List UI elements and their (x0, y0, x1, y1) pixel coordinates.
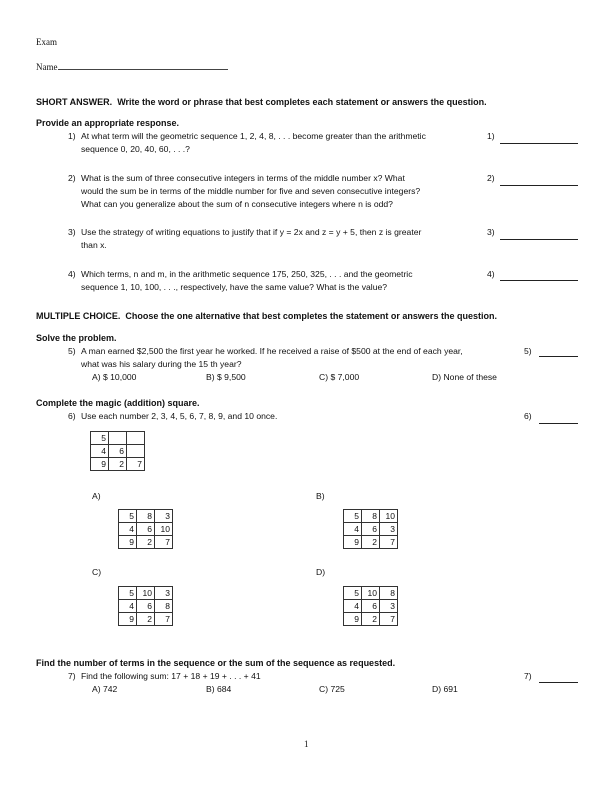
choice-a[interactable]: A) $ 10,000 (92, 372, 137, 382)
answer-blank-4[interactable] (500, 280, 578, 281)
grid-row (119, 536, 173, 549)
question-text: would the sum be in terms of the middle number for five and seven consecutive integers? (81, 186, 421, 196)
grid-cell: 2 (362, 536, 380, 549)
magic-square-option-a[interactable] (118, 509, 173, 549)
grid-row (119, 600, 173, 613)
grid-cell: 4 (119, 600, 137, 613)
subsection-heading: Complete the magic (addition) square. (36, 398, 200, 408)
grid-row (91, 432, 145, 445)
grid-cell: 4 (91, 445, 109, 458)
grid-cell: 10 (137, 587, 155, 600)
answer-blank-5[interactable] (539, 356, 578, 357)
grid-cell: 6 (137, 600, 155, 613)
magic-square-option-b[interactable] (343, 509, 398, 549)
answer-label: 7) (524, 671, 532, 681)
grid-cell: 5 (119, 587, 137, 600)
section-heading-bold: MULTIPLE CHOICE. (36, 311, 121, 321)
grid-cell: 10 (380, 510, 398, 523)
grid-cell: 10 (155, 523, 173, 536)
grid-row (119, 510, 173, 523)
question-text: Which terms, n and m, in the arithmetic sequence 175, 250, 325, . . . and the geometric (81, 269, 413, 279)
grid-cell: 4 (344, 600, 362, 613)
section-heading-rest: Choose the one alternative that best completes the statement or answers the question. (125, 311, 497, 321)
question-text: sequence 0, 20, 40, 60, . . .? (81, 144, 190, 154)
magic-square-given (90, 431, 145, 471)
grid-cell: 2 (362, 613, 380, 626)
grid-cell: 2 (109, 458, 127, 471)
option-d-label[interactable]: D) (316, 567, 326, 577)
choice-b[interactable]: B) 684 (206, 684, 232, 694)
exam-title: Exam (36, 37, 57, 47)
grid-cell: 6 (362, 600, 380, 613)
grid-cell: 9 (344, 536, 362, 549)
grid-cell: 8 (362, 510, 380, 523)
answer-blank-3[interactable] (500, 239, 578, 240)
answer-blank-2[interactable] (500, 185, 578, 186)
grid-row (91, 458, 145, 471)
question-text: sequence 1, 10, 100, . . ., respectively, have the same value? What is the value? (81, 282, 388, 292)
answer-blank-6[interactable] (539, 423, 578, 424)
question-text: Find the following sum: 17 + 18 + 19 + . . . + 41 (81, 671, 261, 681)
grid-cell: 5 (91, 432, 109, 445)
grid-cell (127, 445, 145, 458)
name-blank[interactable] (58, 60, 228, 70)
question-text: What is the sum of three consecutive integers in terms of the middle number x? What (81, 173, 405, 183)
question-number: 5) (68, 346, 76, 356)
grid-cell: 7 (380, 613, 398, 626)
grid-cell: 6 (137, 523, 155, 536)
grid-cell: 3 (155, 510, 173, 523)
grid-cell: 3 (380, 523, 398, 536)
grid-cell: 10 (362, 587, 380, 600)
section-heading-bold: SHORT ANSWER. (36, 97, 113, 107)
question-text: What can you generalize about the sum of n consecutive integers where n is odd? (81, 199, 393, 209)
question-text: what was his salary during the 15 th year? (81, 359, 242, 369)
grid-row (119, 587, 173, 600)
question-text: Use the strategy of writing equations to justify that if y = 2x and z = y + 5, then z is greater (81, 227, 422, 237)
grid-cell: 3 (155, 587, 173, 600)
grid-cell: 5 (119, 510, 137, 523)
subsection-heading: Find the number of terms in the sequence or the sum of the sequence as requested. (36, 658, 396, 668)
grid-row (119, 613, 173, 626)
grid-cell: 5 (344, 510, 362, 523)
grid-cell: 8 (137, 510, 155, 523)
grid-cell: 4 (119, 523, 137, 536)
grid-cell: 7 (155, 613, 173, 626)
grid-cell: 9 (119, 536, 137, 549)
section-heading-short-answer (36, 96, 487, 108)
grid-cell: 7 (155, 536, 173, 549)
answer-label: 6) (524, 411, 532, 421)
grid-cell: 9 (91, 458, 109, 471)
answer-label: 3) (487, 227, 495, 237)
grid-cell: 3 (380, 600, 398, 613)
grid-cell: 2 (137, 536, 155, 549)
grid-row (344, 523, 398, 536)
question-number: 3) (68, 227, 76, 237)
question-text: than x. (81, 240, 107, 250)
subsection-heading: Solve the problem. (36, 333, 117, 343)
grid-row (91, 445, 145, 458)
magic-square-option-d[interactable] (343, 586, 398, 626)
magic-square-option-c[interactable] (118, 586, 173, 626)
choice-c[interactable]: C) 725 (319, 684, 345, 694)
grid-cell: 9 (119, 613, 137, 626)
name-label: Name (36, 62, 58, 72)
subsection-heading: Provide an appropriate response. (36, 118, 180, 128)
answer-label: 5) (524, 346, 532, 356)
grid-cell: 6 (109, 445, 127, 458)
grid-row (344, 613, 398, 626)
page-number: 1 (304, 739, 309, 749)
option-c-label[interactable]: C) (92, 567, 102, 577)
choice-c[interactable]: C) $ 7,000 (319, 372, 360, 382)
grid-cell: 4 (344, 523, 362, 536)
choice-a[interactable]: A) 742 (92, 684, 118, 694)
grid-row (344, 536, 398, 549)
option-b-label[interactable]: B) (316, 491, 325, 501)
question-number: 2) (68, 173, 76, 183)
section-heading-multiple-choice (36, 310, 497, 322)
grid-cell: 7 (380, 536, 398, 549)
grid-cell: 2 (137, 613, 155, 626)
grid-cell: 9 (344, 613, 362, 626)
question-number: 6) (68, 411, 76, 421)
answer-blank-1[interactable] (500, 143, 578, 144)
option-a-label[interactable]: A) (92, 491, 101, 501)
question-number: 1) (68, 131, 76, 141)
grid-row (344, 600, 398, 613)
question-number: 7) (68, 671, 76, 681)
grid-row (119, 523, 173, 536)
section-heading-rest: Write the word or phrase that best completes each statement or answers the question. (117, 97, 487, 107)
question-text: At what term will the geometric sequence 1, 2, 4, 8, . . . become greater than the arithmetic (81, 131, 426, 141)
grid-row (344, 510, 398, 523)
answer-label: 1) (487, 131, 495, 141)
choice-b[interactable]: B) $ 9,500 (206, 372, 246, 382)
grid-cell: 8 (380, 587, 398, 600)
grid-cell (127, 432, 145, 445)
choice-d[interactable]: D) 691 (432, 684, 458, 694)
choice-d[interactable]: D) None of these (432, 372, 497, 382)
question-text: A man earned $2,500 the first year he worked. If he received a raise of $500 at the end of each year, (81, 346, 463, 356)
question-number: 4) (68, 269, 76, 279)
answer-label: 4) (487, 269, 495, 279)
grid-row (344, 587, 398, 600)
name-field[interactable] (36, 60, 228, 73)
grid-cell (109, 432, 127, 445)
grid-cell: 6 (362, 523, 380, 536)
question-text: Use each number 2, 3, 4, 5, 6, 7, 8, 9, and 10 once. (81, 411, 278, 421)
grid-cell: 7 (127, 458, 145, 471)
grid-cell: 5 (344, 587, 362, 600)
answer-blank-7[interactable] (539, 682, 578, 683)
grid-cell: 8 (155, 600, 173, 613)
answer-label: 2) (487, 173, 495, 183)
